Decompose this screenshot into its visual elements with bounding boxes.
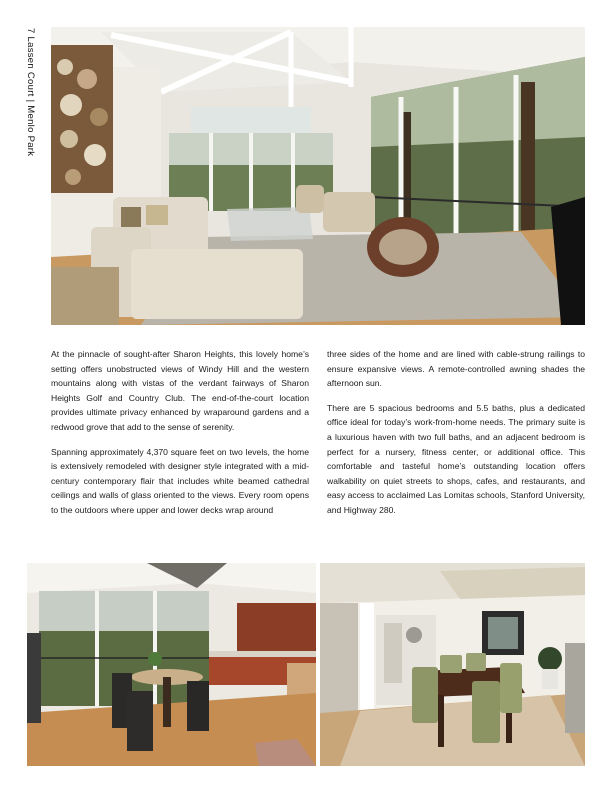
living-room-photo — [51, 27, 585, 325]
property-address-label — [22, 28, 36, 198]
dining-room-illustration — [320, 563, 585, 766]
body-text-right-column — [327, 347, 585, 528]
kitchen-dining-nook-photo — [27, 563, 316, 766]
living-room-illustration — [51, 27, 585, 325]
property-address-text: 7 Lassen Court | Menlo Park — [25, 28, 36, 157]
paragraph: At the pinnacle of sought-after Sharon Heights, this lovely home’s setting offers unobstructed views of Windy Hill and the western mountains along with vistas of the verdant fairways of Sharon Heights Golf and Country Club. The end-of-the-court location provides ultimate privacy enhanced by wraparound gardens and a redwood grove that add to the sense of serenity. — [51, 349, 309, 432]
paragraph: three sides of the home and are lined with cable-strung railings to ensure expansive views. A remote-controlled awning shades the afternoon sun. — [327, 349, 585, 389]
body-text-left-column — [51, 347, 309, 528]
paragraph: Spanning approximately 4,370 square feet on two levels, the home is extensively remodeled with designer style integrated with a mid-century contemporary flair that includes white beamed cathedral ceilings and walls of glass oriented to the views. Every room opens to the outdoors where upper and lower decks wrap around — [51, 446, 309, 515]
kitchen-illustration — [27, 563, 316, 766]
dining-room-photo — [320, 563, 585, 766]
paragraph: There are 5 spacious bedrooms and 5.5 baths, plus a dedicated office ideal for today’s work-from-home needs. The primary suite is a luxurious haven with two full baths, and an adjacent bedroom is perfect for a nursery, fitness center, or additional office. This comfortable and tasteful home’s outstanding location offers walkability on quiet streets to shops, cafes, and restaurants, and easy access to acclaimed Las Lomitas schools, Stanford University, and Highway 280. — [327, 402, 585, 515]
